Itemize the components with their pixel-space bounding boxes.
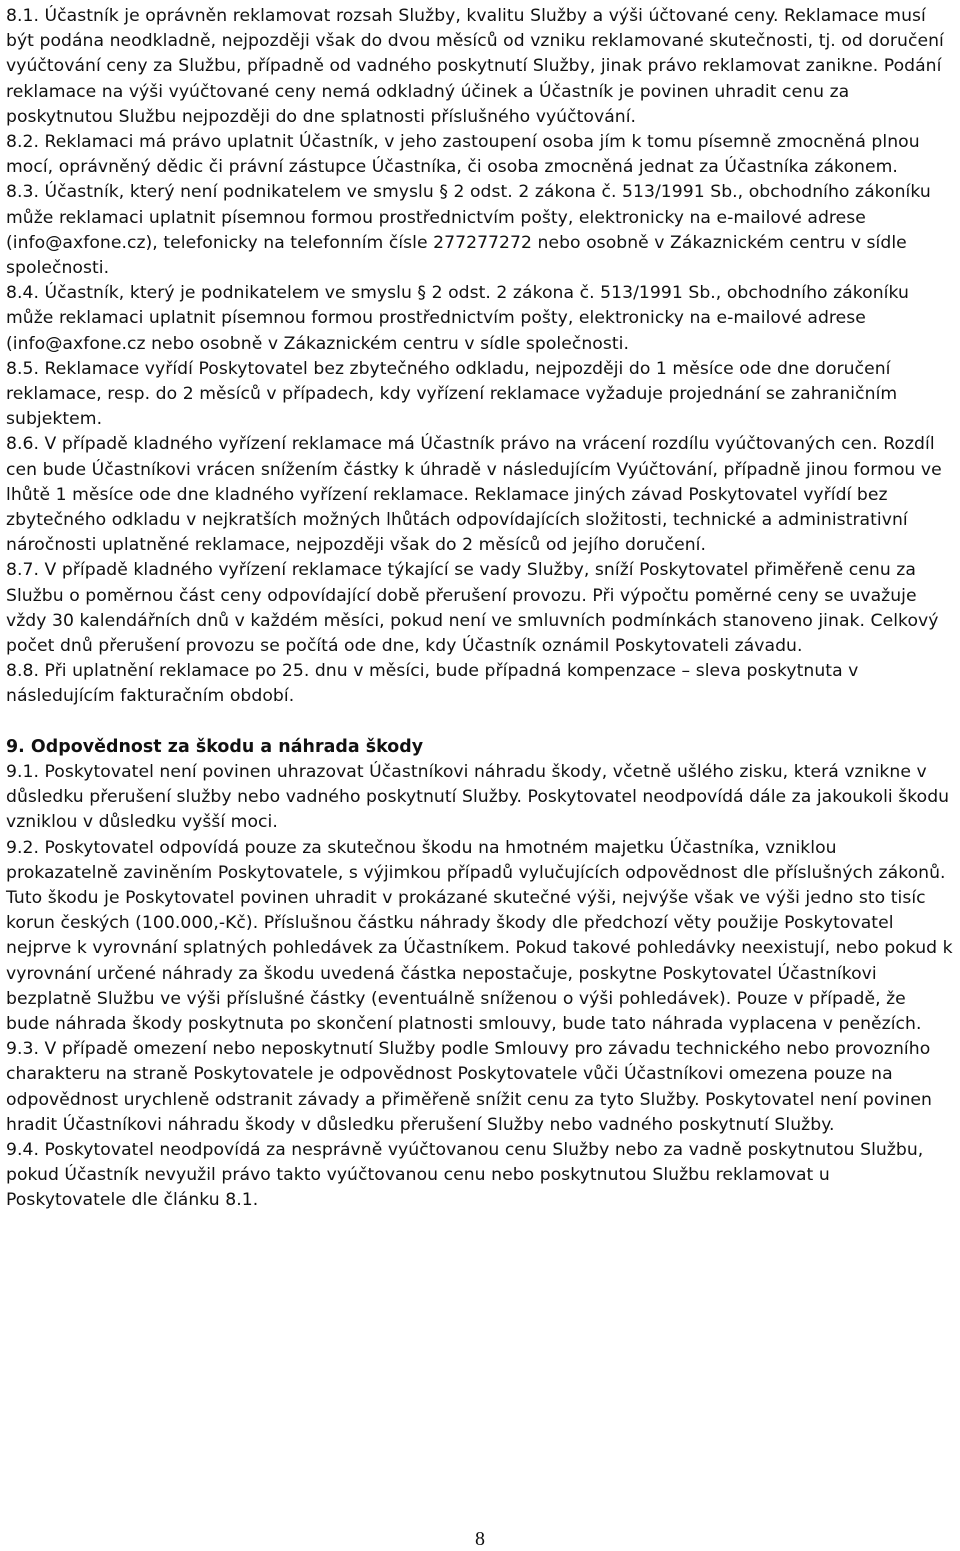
clause-9-4: 9.4. Poskytovatel neodpovídá za nesprávně vyúčtovanou cenu Služby nebo za vadně poskytnutou Službu, pokud Účastník nevyužil právo takto vyúčtovanou cenu nebo poskytnutou Službu reklamovat u Poskytovatele dle článku 8.1. <box>6 1139 924 1211</box>
section-9-heading: 9. Odpovědnost za škodu a náhrada škody <box>6 736 424 757</box>
clause-8-5: 8.5. Reklamace vyřídí Poskytovatel bez zbytečného odkladu, nejpozději do 1 měsíce ode dne doručení reklamace, resp. do 2 měsíců v případech, kdy vyřízení reklamace vyžaduje projednání se zahraničním subjektem. <box>6 358 898 430</box>
clause-9-2: 9.2. Poskytovatel odpovídá pouze za skutečnou škodu na hmotném majetku Účastníka, vzniklou prokazatelně zaviněním Poskytovatele, s výjimkou případů vylučujících odpovědnost dle příslušných zákonů. Tuto škodu je Poskytovatel povinen uhradit v prokázané skutečné výši, nejvýše však ve výši jedno sto tisíc korun českých (100.000,-Kč). Příslušnou částku náhrady škody dle předchozí věty použije Poskytovatel nejprve k vyrovnání splatných pohledávek za Účastníkem. Pokud takové pohledávky neexistují, nebo pokud k vyrovnání určené náhrady za škodu uvedená částka nepostačuje, poskytne Poskytovatel Účastníkovi bezplatně Službu ve výši příslušné částky (eventuálně sníženou o výši pohledávek). Pouze v případě, že bude náhrada škody poskytnuta po skončení platnosti smlouvy, bude tato náhrada vyplacena v penězích. <box>6 837 953 1034</box>
clause-8-7: 8.7. V případě kladného vyřízení reklamace týkající se vady Služby, sníží Poskytovatel přiměřeně cenu za Službu o poměrnou část ceny odpovídající době přerušení provozu. Při výpočtu poměrné ceny se uvažuje vždy 30 kalendářních dnů v každém měsíci, pokud není ve smluvních podmínkách stanoveno jinak. Celkový počet dnů přerušení provozu se počítá ode dne, kdy Účastník oznámil Poskytovateli závadu. <box>6 560 939 657</box>
clause-9-1: 9.1. Poskytovatel není povinen uhrazovat Účastníkovi náhradu škody, včetně ušlého zisku, která vznikne v důsledku přerušení služby nebo vadného poskytnutí Služby. Poskytovatel neodpovídá dále za jakoukoli škodu vzniklou v důsledku vyšší moci. <box>6 761 950 833</box>
clause-8-4-intro: 8.4. Účastník, který je podnikatelem ve smyslu <box>6 283 418 304</box>
clause-8-2: 8.2. Reklamaci má právo uplatnit Účastník, v jeho zastoupení osoba jím k tomu písemně zmocněná plnou mocí, oprávněný dědic či právní zástupce Účastníka, či osoba zmocněná jednat za Účastníka zákonem. <box>6 132 920 178</box>
clause-8-6: 8.6. V případě kladného vyřízení reklamace má Účastník právo na vrácení rozdílu vyúčtovaných cen. Rozdíl cen bude Účastníkovi vrácen snížením částky k úhradě v následujícím Vyúčtování, případně jinou formou ve lhůtě 1 měsíce ode dne kladného vyřízení reklamace. Reklamace jiných závad Poskytovatel vyřídí bez zbytečného odkladu v nejkratších možných lhůtách odpovídajících složitosti, technické a administrativní náročnosti uplatněné reklamace, nejpozději však do 2 měsíců od jejího doručení. <box>6 434 942 556</box>
clause-8-4-body: 2 odst. 2 zákona č. 513/1991 Sb., obchodního zákoníku může reklamaci uplatnit písemnou formou prostřednictvím pošty, elektronicky na e-mailové adrese (info@axfone.cz nebo osobně v Zákaznickém centru v sídle společnosti. <box>6 283 909 354</box>
clause-8-3 <box>6 180 954 281</box>
page-number: 8 <box>475 1528 485 1550</box>
clause-9-3: 9.3. V případě omezení nebo neposkytnutí Služby podle Smlouvy pro závadu technického nebo provozního charakteru na straně Poskytovatele je odpovědnost Poskytovatele vůči Účastníkovi omezena pouze na odpovědnost urychleně odstranit závady a přiměřeně snížit cenu za tyto Služby. Poskytovatel není povinen hradit Účastníkovi náhradu škody v důsledku přerušení Služby nebo vadného poskytnutí Služby. <box>6 1039 932 1135</box>
section-spacer <box>6 710 954 735</box>
clause-8-1: 8.1. Účastník je oprávněn reklamovat rozsah Služby, kvalitu Služby a výši účtované ceny. Reklamace musí být podána neodkladně, nejpozději však do dvou měsíců od vzniku reklamované skutečnosti, tj. od doručení vyúčtování ceny za Službu, případně od vadného poskytnutí Služby, jinak právo reklamovat zanikne. Podání reklamace na výši vyúčtované ceny nemá odkladný účinek a Účastník je povinen uhradit cenu za poskytnutou Službu nejpozději do dne splatnosti příslušného vyúčtování. <box>6 6 944 127</box>
clause-8-3-body: 2 odst. 2 zákona č. 513/1991 Sb., obchodního zákoníku může reklamaci uplatnit písemnou formou prostřednictvím pošty, elektronicky na e-mailové adrese (info@axfone.cz), telefonicky na telefonním čísle 277277272 nebo osobně v Zákaznickém centru v sídle společnosti. <box>6 182 931 279</box>
clause-8-3-intro: 8.3. Účastník, který není podnikatelem ve smyslu <box>6 182 440 203</box>
clause-8-4 <box>6 281 954 357</box>
document-page <box>6 4 954 1214</box>
section-sign-icon: § <box>439 182 448 203</box>
section-sign-icon: § <box>417 283 427 304</box>
clause-8-8: 8.8. Při uplatnění reklamace po 25. dnu v měsíci, bude případná kompenzace – sleva poskytnuta v následujícím fakturačním období. <box>6 661 859 707</box>
